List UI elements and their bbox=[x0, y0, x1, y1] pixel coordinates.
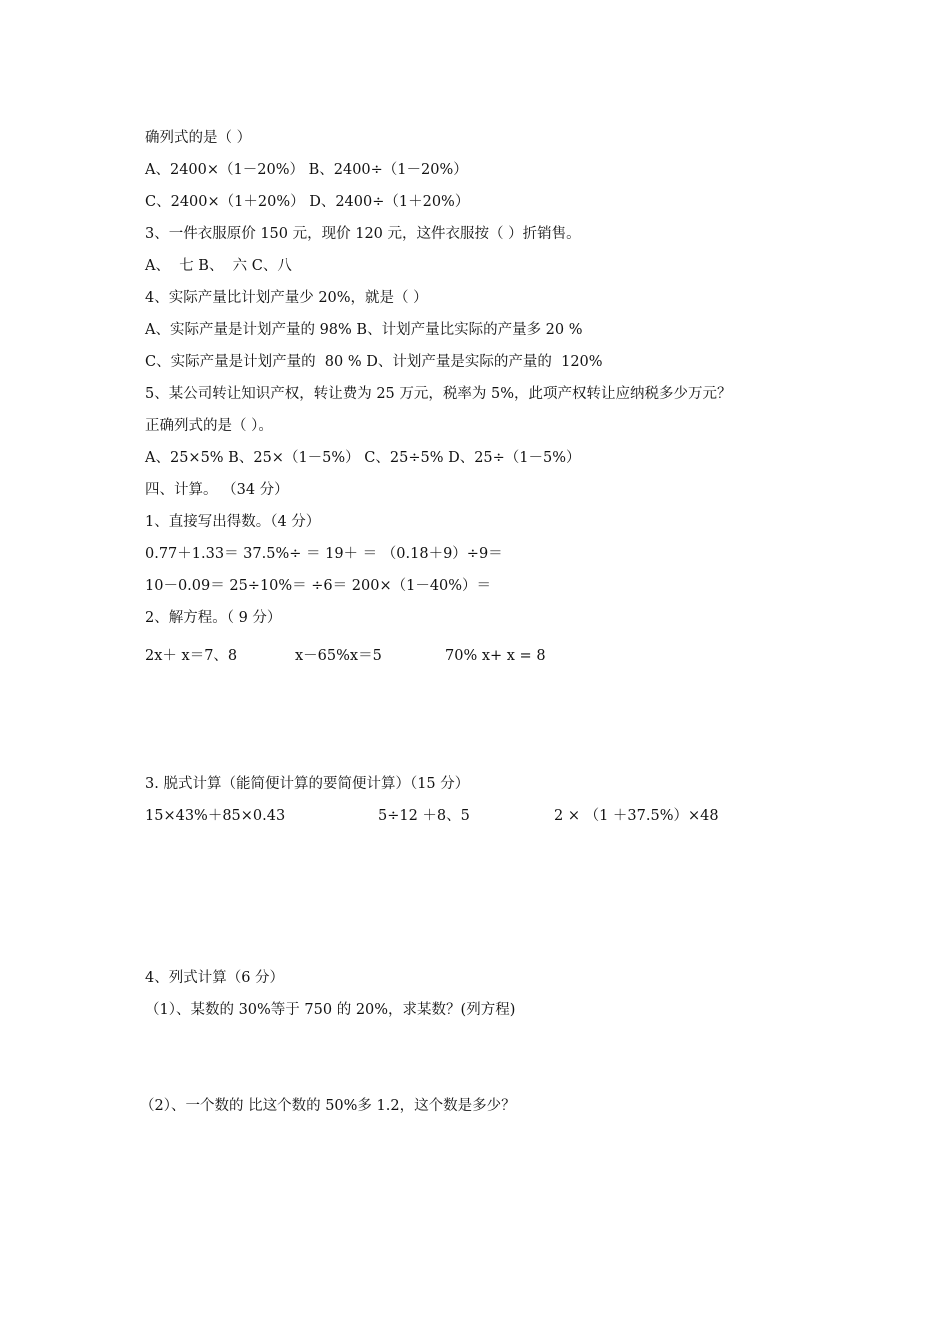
subsection-heading: 3. 脱式计算（能简便计算的要简便计算）（15 分） bbox=[145, 776, 470, 792]
equation-2: x－65%x＝5 bbox=[295, 648, 382, 664]
option-line: C、实际产量是计划产量的 80 % D、计划产量是实际的产量的 120% bbox=[145, 354, 603, 370]
word-problem-1: （1）、某数的 30%等于 750 的 20%，求某数？(列方程) bbox=[145, 1002, 516, 1018]
calculation-2: 5÷12 ＋8、5 bbox=[378, 808, 470, 824]
equation-3: 70% x+ x = 8 bbox=[445, 648, 546, 664]
question-line: 4、实际产量比计划产量少 20%，就是（ ） bbox=[145, 290, 428, 306]
question-line: 5、某公司转让知识产权，转让费为 25 万元，税率为 5%，此项产权转让应纳税多少万元？ bbox=[145, 386, 732, 402]
subsection-heading: 2、解方程。（ 9 分） bbox=[145, 610, 282, 626]
text-line: 确列式的是（ ） bbox=[145, 130, 252, 146]
option-line: A、2400×（1－20%） B、2400÷（1－20%） bbox=[145, 162, 468, 178]
option-line: A、 七 B、 六 C、八 bbox=[145, 258, 292, 274]
question-line: 3、一件衣服原价 150 元，现价 120 元，这件衣服按（ ）折销售。 bbox=[145, 226, 581, 242]
option-line: C、2400×（1＋20%） D、2400÷（1＋20%） bbox=[145, 194, 470, 210]
option-line: A、25×5% B、25×（1－5%） C、25÷5% D、25÷（1－5%） bbox=[145, 450, 581, 466]
subsection-heading: 4、列式计算（6 分） bbox=[145, 970, 285, 986]
section-heading: 四、计算。 （34 分） bbox=[145, 482, 289, 498]
word-problem-2: （2）、一个数的 比这个数的 50%多 1.2，这个数是多少？ bbox=[140, 1098, 516, 1114]
oral-calc-line: 0.77＋1.33＝ 37.5%÷ ＝ 19＋ ＝ （0.18＋9）÷9＝ bbox=[145, 546, 503, 562]
calculation-3: 2 × （1 ＋37.5%）×48 bbox=[554, 808, 719, 824]
text-line: 正确列式的是（ ）。 bbox=[145, 418, 273, 434]
calculation-1: 15×43%＋85×0.43 bbox=[145, 808, 286, 824]
equation-1: 2x＋ x＝7、8 bbox=[145, 648, 238, 664]
option-line: A、实际产量是计划产量的 98% B、计划产量比实际的产量多 20 % bbox=[145, 322, 583, 338]
oral-calc-line: 10－0.09＝ 25÷10%＝ ÷6＝ 200×（1－40%）＝ bbox=[145, 578, 492, 594]
subsection-heading: 1、直接写出得数。（4 分） bbox=[145, 514, 321, 530]
